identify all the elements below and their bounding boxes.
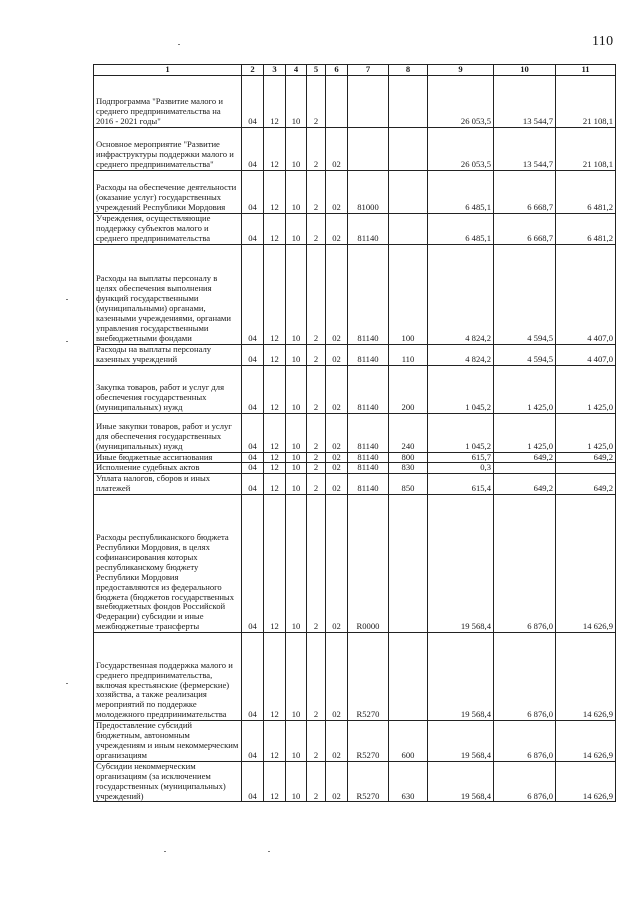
value-cell: 10 bbox=[286, 244, 307, 344]
column-header: 3 bbox=[264, 65, 286, 76]
value-cell: 12 bbox=[264, 214, 286, 245]
row-name-cell: Закупка товаров, работ и услуг для обеспечения государственных (муниципальных) нужд bbox=[94, 365, 242, 413]
value-cell: 4 824,2 bbox=[428, 244, 494, 344]
value-cell: 21 108,1 bbox=[556, 128, 616, 171]
table-row bbox=[94, 244, 616, 344]
value-cell: 04 bbox=[242, 452, 264, 463]
value-cell: 10 bbox=[286, 214, 307, 245]
value-cell: 649,2 bbox=[556, 452, 616, 463]
value-cell: 200 bbox=[389, 365, 428, 413]
value-cell: 02 bbox=[326, 244, 348, 344]
row-name-cell: Исполнение судебных актов bbox=[94, 463, 242, 474]
value-cell: 81140 bbox=[348, 244, 389, 344]
value-cell: 4 594,5 bbox=[494, 244, 556, 344]
value-cell: 615,7 bbox=[428, 452, 494, 463]
value-cell: 04 bbox=[242, 463, 264, 474]
value-cell: 02 bbox=[326, 171, 348, 214]
value-cell: 6 876,0 bbox=[494, 721, 556, 762]
value-cell: 19 568,4 bbox=[428, 721, 494, 762]
column-header: 7 bbox=[348, 65, 389, 76]
value-cell: 6 485,1 bbox=[428, 171, 494, 214]
value-cell: 6 668,7 bbox=[494, 214, 556, 245]
value-cell: 14 626,9 bbox=[556, 721, 616, 762]
value-cell: 12 bbox=[264, 413, 286, 452]
table-row bbox=[94, 463, 616, 474]
value-cell: 2 bbox=[307, 344, 326, 365]
column-header: 4 bbox=[286, 65, 307, 76]
value-cell: 10 bbox=[286, 463, 307, 474]
row-name-cell: Субсидии некоммерческим организациям (за исключением государственных (муниципальных) учреждений) bbox=[94, 761, 242, 802]
table-row bbox=[94, 761, 616, 802]
value-cell: 81140 bbox=[348, 452, 389, 463]
value-cell: 02 bbox=[326, 633, 348, 721]
value-cell: 02 bbox=[326, 452, 348, 463]
value-cell: 12 bbox=[264, 128, 286, 171]
row-name-cell: Подпрограмма "Развитие малого и среднего предпринимательства на 2016 - 2021 годы" bbox=[94, 76, 242, 128]
value-cell: 04 bbox=[242, 761, 264, 802]
scan-speck bbox=[268, 851, 270, 852]
value-cell: 6 876,0 bbox=[494, 495, 556, 633]
row-name-cell: Уплата налогов, сборов и иных платежей bbox=[94, 474, 242, 495]
value-cell: 04 bbox=[242, 128, 264, 171]
value-cell: 21 108,1 bbox=[556, 76, 616, 128]
value-cell: 12 bbox=[264, 495, 286, 633]
value-cell: 13 544,7 bbox=[494, 76, 556, 128]
value-cell bbox=[389, 633, 428, 721]
value-cell: 6 481,2 bbox=[556, 214, 616, 245]
value-cell bbox=[389, 171, 428, 214]
value-cell: 240 bbox=[389, 413, 428, 452]
value-cell bbox=[556, 463, 616, 474]
value-cell: 04 bbox=[242, 76, 264, 128]
value-cell: 2 bbox=[307, 474, 326, 495]
value-cell: 2 bbox=[307, 76, 326, 128]
value-cell: R5270 bbox=[348, 721, 389, 762]
value-cell: 4 407,0 bbox=[556, 344, 616, 365]
value-cell: 2 bbox=[307, 633, 326, 721]
value-cell: 02 bbox=[326, 463, 348, 474]
value-cell: 10 bbox=[286, 633, 307, 721]
table-row bbox=[94, 413, 616, 452]
value-cell: 6 876,0 bbox=[494, 633, 556, 721]
value-cell: 830 bbox=[389, 463, 428, 474]
table-row bbox=[94, 633, 616, 721]
value-cell: 26 053,5 bbox=[428, 128, 494, 171]
row-name-cell: Расходы на выплаты персоналу казенных учреждений bbox=[94, 344, 242, 365]
value-cell: 2 bbox=[307, 413, 326, 452]
table-row bbox=[94, 452, 616, 463]
value-cell: 12 bbox=[264, 365, 286, 413]
value-cell bbox=[389, 128, 428, 171]
column-header: 5 bbox=[307, 65, 326, 76]
value-cell: 04 bbox=[242, 474, 264, 495]
value-cell: 6 876,0 bbox=[494, 761, 556, 802]
value-cell: 1 425,0 bbox=[494, 413, 556, 452]
value-cell: 110 bbox=[389, 344, 428, 365]
value-cell: 10 bbox=[286, 171, 307, 214]
value-cell: 81140 bbox=[348, 344, 389, 365]
value-cell: 6 485,1 bbox=[428, 214, 494, 245]
value-cell bbox=[326, 76, 348, 128]
value-cell: 2 bbox=[307, 495, 326, 633]
value-cell: 1 425,0 bbox=[494, 365, 556, 413]
value-cell: 1 425,0 bbox=[556, 365, 616, 413]
value-cell: 12 bbox=[264, 761, 286, 802]
value-cell: 10 bbox=[286, 721, 307, 762]
column-header: 10 bbox=[494, 65, 556, 76]
value-cell: 649,2 bbox=[494, 474, 556, 495]
value-cell: 10 bbox=[286, 365, 307, 413]
value-cell: 2 bbox=[307, 721, 326, 762]
value-cell: 2 bbox=[307, 761, 326, 802]
value-cell: 81140 bbox=[348, 474, 389, 495]
value-cell: 850 bbox=[389, 474, 428, 495]
value-cell: 1 045,2 bbox=[428, 413, 494, 452]
value-cell: 81140 bbox=[348, 463, 389, 474]
row-name-cell: Иные закупки товаров, работ и услуг для обеспечения государственных (муниципальных) нужд bbox=[94, 413, 242, 452]
table-row bbox=[94, 474, 616, 495]
value-cell: 02 bbox=[326, 365, 348, 413]
scan-speck bbox=[66, 683, 68, 684]
value-cell bbox=[389, 214, 428, 245]
value-cell: 6 668,7 bbox=[494, 171, 556, 214]
value-cell: 630 bbox=[389, 761, 428, 802]
table-row bbox=[94, 76, 616, 128]
value-cell: 81000 bbox=[348, 171, 389, 214]
value-cell: 81140 bbox=[348, 365, 389, 413]
value-cell: 10 bbox=[286, 495, 307, 633]
table-header-row bbox=[94, 65, 616, 76]
column-header: 1 bbox=[94, 65, 242, 76]
value-cell: 10 bbox=[286, 474, 307, 495]
value-cell: 26 053,5 bbox=[428, 76, 494, 128]
page-number: 110 bbox=[592, 34, 614, 49]
value-cell: 19 568,4 bbox=[428, 761, 494, 802]
value-cell: 04 bbox=[242, 413, 264, 452]
value-cell: 100 bbox=[389, 244, 428, 344]
value-cell: 10 bbox=[286, 761, 307, 802]
scan-speck bbox=[66, 341, 68, 342]
value-cell: 12 bbox=[264, 76, 286, 128]
value-cell: 81140 bbox=[348, 214, 389, 245]
row-name-cell: Предоставление субсидий бюджетным, автономным учреждениям и иным некоммерческим организациям bbox=[94, 721, 242, 762]
value-cell: 10 bbox=[286, 452, 307, 463]
column-header: 6 bbox=[326, 65, 348, 76]
value-cell: 04 bbox=[242, 721, 264, 762]
value-cell: 02 bbox=[326, 128, 348, 171]
value-cell: 04 bbox=[242, 171, 264, 214]
row-name-cell: Учреждения, осуществляющие поддержку субъектов малого и среднего предпринимательства bbox=[94, 214, 242, 245]
row-name-cell: Основное мероприятие "Развитие инфраструктуры поддержки малого и среднего предпринимательства" bbox=[94, 128, 242, 171]
value-cell: 2 bbox=[307, 244, 326, 344]
value-cell: 02 bbox=[326, 344, 348, 365]
value-cell bbox=[389, 495, 428, 633]
value-cell: 04 bbox=[242, 214, 264, 245]
row-name-cell: Расходы на обеспечение деятельности (оказание услуг) государственных учреждений Республики Мордовия bbox=[94, 171, 242, 214]
value-cell: 4 594,5 bbox=[494, 344, 556, 365]
row-name-cell: Государственная поддержка малого и среднего предпринимательства, включая крестьянские (фермерские) хозяйства, а также реализация мероприятий по поддержке молодежного предпринимательства bbox=[94, 633, 242, 721]
value-cell bbox=[348, 128, 389, 171]
value-cell: 19 568,4 bbox=[428, 633, 494, 721]
value-cell: 12 bbox=[264, 721, 286, 762]
scan-speck bbox=[66, 299, 68, 300]
value-cell: 12 bbox=[264, 452, 286, 463]
value-cell: 4 407,0 bbox=[556, 244, 616, 344]
scan-speck bbox=[164, 851, 166, 852]
value-cell: 615,4 bbox=[428, 474, 494, 495]
scan-speck bbox=[178, 44, 180, 45]
value-cell: R5270 bbox=[348, 633, 389, 721]
value-cell: 12 bbox=[264, 344, 286, 365]
row-name-cell: Расходы республиканского бюджета Республики Мордовия, в целях софинансирования которых республиканскому бюджету Республики Мордовия предоставляются из федерального бюджета (бюджетов государственных внебюджетных фондов Российской Федерации) субсидии и иные межбюджетные трансферты bbox=[94, 495, 242, 633]
value-cell: 1 045,2 bbox=[428, 365, 494, 413]
value-cell bbox=[348, 76, 389, 128]
value-cell: 10 bbox=[286, 344, 307, 365]
value-cell: 12 bbox=[264, 463, 286, 474]
value-cell: 02 bbox=[326, 214, 348, 245]
value-cell bbox=[494, 463, 556, 474]
value-cell: 800 bbox=[389, 452, 428, 463]
table-row bbox=[94, 344, 616, 365]
value-cell: 12 bbox=[264, 244, 286, 344]
value-cell: 02 bbox=[326, 413, 348, 452]
value-cell: 12 bbox=[264, 633, 286, 721]
value-cell: 2 bbox=[307, 365, 326, 413]
table-row bbox=[94, 214, 616, 245]
value-cell: 10 bbox=[286, 76, 307, 128]
value-cell: 649,2 bbox=[556, 474, 616, 495]
table-row bbox=[94, 721, 616, 762]
value-cell: R5270 bbox=[348, 761, 389, 802]
value-cell: 04 bbox=[242, 633, 264, 721]
value-cell: 04 bbox=[242, 344, 264, 365]
column-header: 8 bbox=[389, 65, 428, 76]
row-name-cell: Расходы на выплаты персоналу в целях обеспечения выполнения функций государственными (муниципальными) органами, казенными учреждениями, органами управления государственными внебюджетными фондами bbox=[94, 244, 242, 344]
table-row bbox=[94, 128, 616, 171]
value-cell: 04 bbox=[242, 365, 264, 413]
value-cell: 4 824,2 bbox=[428, 344, 494, 365]
value-cell: 02 bbox=[326, 474, 348, 495]
value-cell: 2 bbox=[307, 171, 326, 214]
value-cell: 0,3 bbox=[428, 463, 494, 474]
table-row bbox=[94, 365, 616, 413]
value-cell: 02 bbox=[326, 721, 348, 762]
value-cell: 12 bbox=[264, 474, 286, 495]
value-cell bbox=[389, 76, 428, 128]
value-cell: 13 544,7 bbox=[494, 128, 556, 171]
column-header: 9 bbox=[428, 65, 494, 76]
value-cell: 1 425,0 bbox=[556, 413, 616, 452]
column-header: 11 bbox=[556, 65, 616, 76]
value-cell: 6 481,2 bbox=[556, 171, 616, 214]
value-cell: R0000 bbox=[348, 495, 389, 633]
value-cell: 04 bbox=[242, 244, 264, 344]
value-cell: 2 bbox=[307, 128, 326, 171]
table-row bbox=[94, 171, 616, 214]
value-cell: 14 626,9 bbox=[556, 495, 616, 633]
value-cell: 81140 bbox=[348, 413, 389, 452]
value-cell: 02 bbox=[326, 761, 348, 802]
value-cell: 2 bbox=[307, 214, 326, 245]
value-cell: 2 bbox=[307, 452, 326, 463]
table-row bbox=[94, 495, 616, 633]
budget-table bbox=[93, 64, 616, 802]
value-cell: 12 bbox=[264, 171, 286, 214]
column-header: 2 bbox=[242, 65, 264, 76]
value-cell: 04 bbox=[242, 495, 264, 633]
value-cell: 02 bbox=[326, 495, 348, 633]
value-cell: 14 626,9 bbox=[556, 761, 616, 802]
row-name-cell: Иные бюджетные ассигнования bbox=[94, 452, 242, 463]
value-cell: 14 626,9 bbox=[556, 633, 616, 721]
value-cell: 2 bbox=[307, 463, 326, 474]
value-cell: 19 568,4 bbox=[428, 495, 494, 633]
value-cell: 10 bbox=[286, 128, 307, 171]
value-cell: 600 bbox=[389, 721, 428, 762]
value-cell: 649,2 bbox=[494, 452, 556, 463]
value-cell: 10 bbox=[286, 413, 307, 452]
